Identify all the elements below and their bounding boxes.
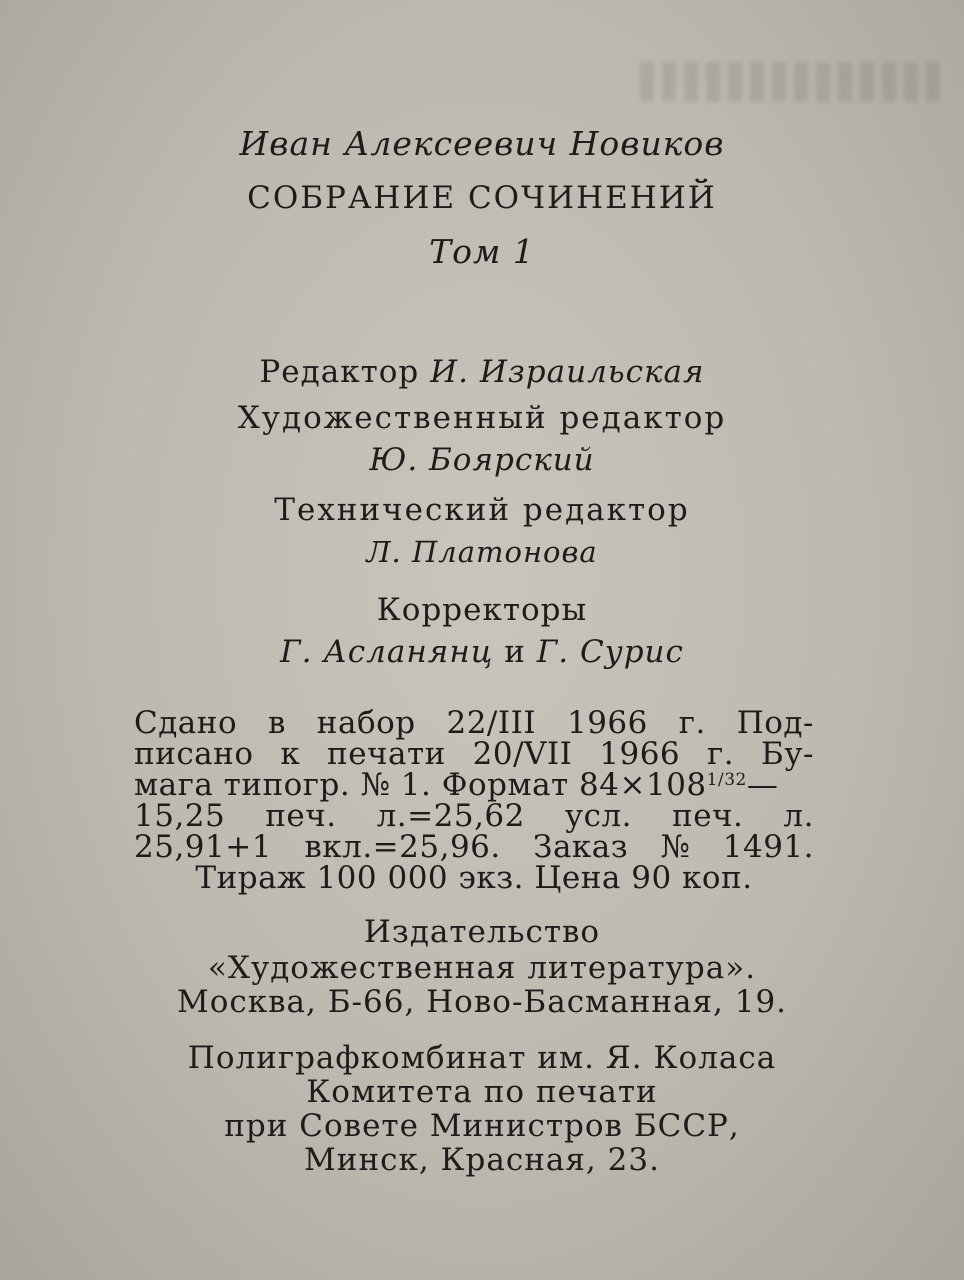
imprint-word: набор [316, 705, 416, 741]
volume-number: Том 1 [429, 232, 535, 271]
editor-line [0, 354, 964, 390]
imprint-word: л.=25,62 [376, 798, 525, 834]
imprint-word: писано [134, 736, 254, 772]
printer-line-2: Комитета по печати [306, 1074, 658, 1110]
publisher-label: Издательство [363, 914, 601, 950]
imprint-word: в [267, 705, 286, 741]
imprint-word: усл. [564, 798, 633, 834]
imprint-line-5 [134, 829, 814, 865]
imprint-word: печати [327, 736, 446, 772]
imprint-word: печ. [265, 798, 337, 834]
tech-editor-name: Л. Платонова [366, 535, 598, 569]
imprint-format: мага типогр. № 1. Формат 84×108 [134, 767, 707, 803]
imprint-word: вкл.=25,96. [304, 829, 501, 865]
imprint-word: Заказ [533, 829, 629, 865]
imprint-word: Под- [736, 705, 814, 741]
publisher-name: «Художественная литература». [207, 950, 757, 986]
imprint-line-3 [134, 767, 814, 803]
imprint-word: г. [678, 705, 706, 741]
imprint-word: Бу- [760, 736, 814, 772]
imprint-word: г. [707, 736, 735, 772]
bleed-through-shadow [640, 62, 940, 102]
imprint-word: 15,25 [134, 798, 226, 834]
imprint-line-2 [134, 736, 814, 772]
proofreader-2: Г. Сурис [536, 634, 684, 670]
imprint-line-6: Тираж 100 000 экз. Цена 90 коп. [195, 860, 753, 896]
format-fraction: 1/32 [706, 770, 747, 790]
imprint-word: № [660, 829, 691, 865]
proofreader-and: и [504, 634, 526, 670]
imprint-line-1 [134, 705, 814, 741]
proofreaders-role: Корректоры [376, 592, 588, 628]
imprint-word: 25,91+1 [134, 829, 272, 865]
imprint-block [134, 705, 814, 896]
imprint-word: печ. [672, 798, 744, 834]
proofreaders-line [0, 634, 964, 670]
editor-role: Редактор [259, 354, 420, 390]
art-editor-role: Художественный редактор [237, 400, 727, 436]
printer-line-3: при Совете Министров БССР, [224, 1108, 740, 1144]
imprint-line-4 [134, 798, 814, 834]
proofreader-1: Г. Асланянц [280, 634, 494, 670]
printer-line-1: Полиграфкомбинат им. Я. Коласа [187, 1040, 777, 1076]
art-editor-name: Ю. Боярский [369, 442, 595, 478]
imprint-word: 1966 [566, 705, 648, 741]
imprint-word: 22/III [446, 705, 537, 741]
printer-line-4: Минск, Красная, 23. [304, 1142, 660, 1178]
book-title: СОБРАНИЕ СОЧИНЕНИЙ [247, 180, 717, 216]
imprint-word: к [280, 736, 301, 772]
imprint-word: Сдано [134, 705, 238, 741]
author-name: Иван Алексеевич Новиков [239, 124, 725, 163]
editor-name: И. Израильская [430, 354, 705, 390]
tech-editor-role: Технический редактор [274, 492, 690, 528]
imprint-dash: — [746, 767, 779, 803]
imprint-word: 1491. [722, 829, 814, 865]
imprint-word: л. [783, 798, 814, 834]
imprint-word: 20/VII [472, 736, 573, 772]
imprint-word: 1966 [599, 736, 681, 772]
publisher-address: Москва, Б-66, Ново-Басманная, 19. [176, 984, 788, 1020]
